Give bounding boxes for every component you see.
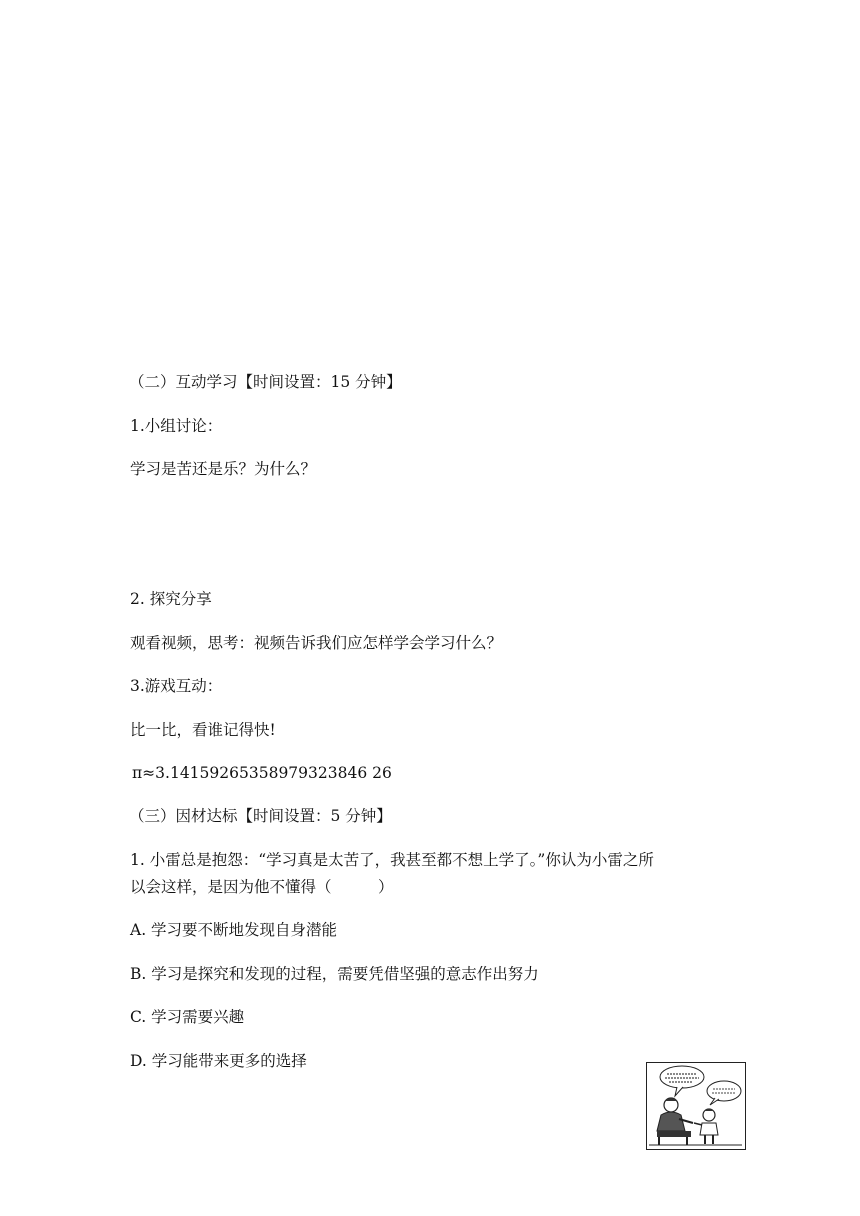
item1-title: 1.小组讨论：	[130, 417, 223, 435]
item3-title: 3.游戏互动：	[130, 677, 223, 695]
cartoon-illustration	[646, 1062, 746, 1150]
section2-heading: （二）互动学习【时间设置：15 分钟】	[129, 373, 402, 391]
item2-title: 2. 探究分享	[130, 590, 212, 608]
item1-text: 学习是苦还是乐？为什么？	[130, 460, 317, 478]
question-line-2: 以会这样，是因为他不懂得（ ）	[130, 878, 394, 896]
item3-text: 比一比，看谁记得快!	[130, 721, 276, 739]
pi-text: π≈3.14159265358979323846 26	[132, 764, 392, 782]
option-b: B. 学习是探究和发现的过程，需要凭借坚强的意志作出努力	[130, 965, 539, 983]
option-c: C. 学习需要兴趣	[130, 1008, 245, 1026]
option-d: D. 学习能带来更多的选择	[130, 1052, 307, 1070]
cartoon-drawing	[647, 1063, 744, 1148]
item2-text: 观看视频，思考：视频告诉我们应怎样学会学习什么？	[130, 634, 503, 652]
option-a: A. 学习要不断地发现自身潜能	[130, 921, 338, 939]
question-line-1: 1. 小雷总是抱怨：“学习真是太苦了，我甚至都不想上学了。”你认为小雷之所	[130, 851, 654, 869]
section3-heading: （三）因材达标【时间设置：5 分钟】	[129, 807, 392, 825]
